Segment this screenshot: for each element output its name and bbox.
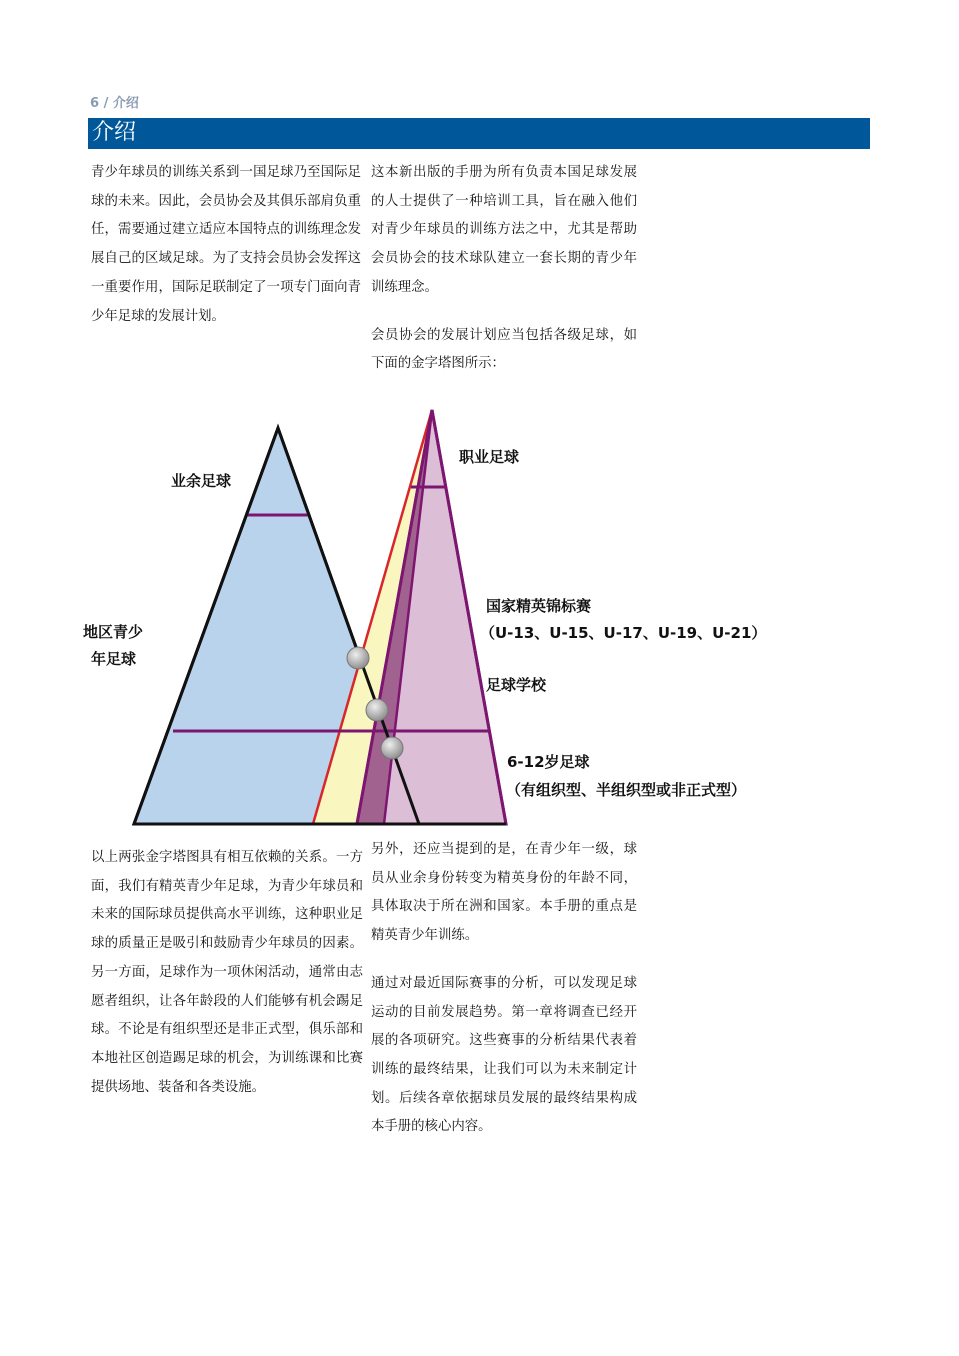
column-right-bottom [371,836,637,1142]
connector-dot [381,737,403,759]
paragraph: 青少年球员的训练关系到一国足球乃至国际足球的未来。因此，会员协会及其俱乐部肩负重任，需要通过建立适应本国特点的训练理念发展自己的区域足球。为了支持会员协会发挥这一重要作用，国际足联制定了一项专门面向青少年足球的发展计划。 [91,165,361,324]
paragraph: 会员协会的发展计划应当包括各级足球，如下面的金字塔图所示： [371,327,637,372]
paragraph: 另外，还应当提到的是，在青少年一级，球员从业余身份转变为精英身份的年龄不同，具体取决于所在洲和国家。本手册的重点是精英青少年训练。 [371,842,637,944]
label-age-6-12: 6-12岁足球 [507,753,590,771]
label-professional: 职业足球 [459,448,520,466]
label-football-school: 足球学校 [486,676,547,694]
running-header [90,92,139,111]
connector-dot [347,647,369,669]
label-amateur: 业余足球 [171,472,232,490]
page-number: 6 [90,96,100,111]
label-age-6-12-types: （有组织型、半组织型或非正式型） [506,781,747,799]
label-national-elite: 国家精英锦标赛 [486,597,592,615]
paragraph: 以上两张金字塔图具有相互依赖的关系。一方面，我们有精英青少年足球，为青少年球员和未来的国际球员提供高水平训练，这种职业足球的质量正是吸引和鼓励青少年球员的因素。另一方面，足球作为一项休闲活动，通常由志愿者组织，让各年龄段的人们能够有机会踢足球。不论是有组织型还是非正式型，俱乐部和本地社区创造踢足球的机会，为训练课和比赛提供场地、装备和各类设施。 [91,850,363,1095]
label-regional-youth-1: 地区青少 [83,623,144,641]
section-title: 介绍 [92,120,137,145]
connector-dot [366,699,388,721]
header-separator: / [103,96,109,111]
paragraph: 这本新出版的手册为所有负责本国足球发展的人士提供了一种培训工具，旨在融入他们对青少年球员的训练方法之中，尤其是帮助会员协会的技术球队建立一套长期的青少年训练理念。 [371,165,637,295]
paragraph: 通过对最近国际赛事的分析，可以发现足球运动的目前发展趋势。第一章将调查已经开展的各项研究。这些赛事的分析结果代表着训练的最终结果，让我们可以为未来制定计划。后续各章依据球员发展的最终结果构成本手册的核心内容。 [371,975,637,1135]
pyramid-graphic [70,400,790,840]
section-title-bar [88,118,870,149]
pyramid-diagram [70,400,790,840]
column-left-bottom [91,844,363,1102]
column-left-top [91,159,361,331]
label-regional-youth-2: 年足球 [91,650,137,668]
header-section: 介绍 [112,96,139,111]
label-national-elite-ages: （U-13、U-15、U-17、U-19、U-21） [480,624,767,642]
column-right-top [371,159,637,379]
